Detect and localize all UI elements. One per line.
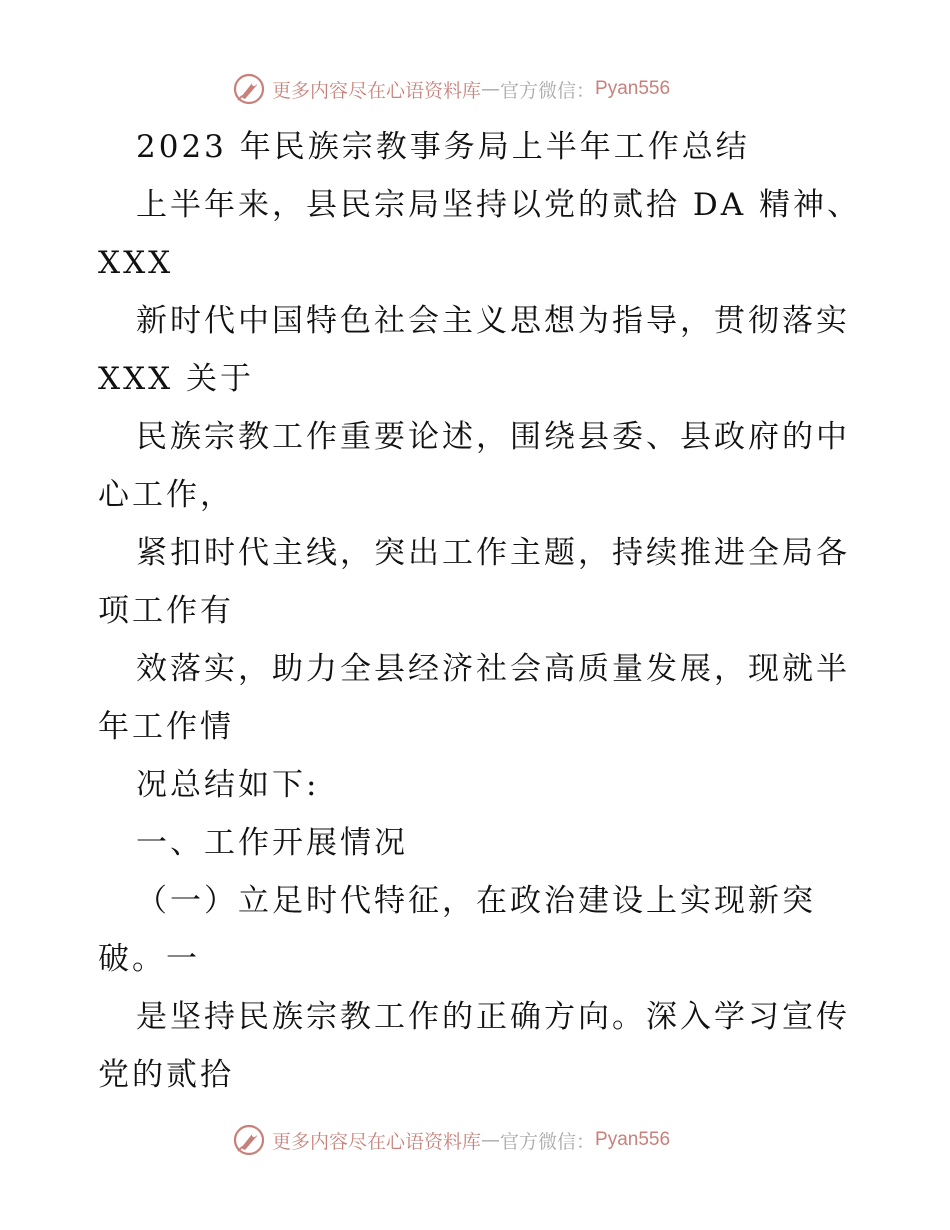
body-line: 新时代中国特色社会主义思想为指导，贯彻落实 <box>136 303 850 339</box>
body-line: XXX <box>98 245 174 281</box>
watermark-site-text: 更多内容尽在心语资料库 <box>272 79 482 102</box>
body-line: 是坚持民族宗教工作的正确方向。深入学习宣传 <box>136 999 850 1035</box>
watermark-dash: — <box>481 1129 501 1151</box>
body-line: 上半年来，县民宗局坚持以党的贰拾 DA 精神、 <box>136 187 861 223</box>
header-watermark <box>232 72 670 106</box>
watermark-official-label: 官方微信： <box>500 79 596 102</box>
pen-nib-logo-icon <box>232 72 266 106</box>
watermark-site-text: 更多内容尽在心语资料库 <box>272 1130 482 1153</box>
pen-nib-logo-icon <box>232 1123 266 1157</box>
body-line: 党的贰拾 <box>98 1057 234 1093</box>
body-line: 项工作有 <box>98 593 234 629</box>
footer-watermark <box>232 1123 670 1157</box>
body-line: XXX 关于 <box>98 361 255 397</box>
watermark-official-label: 官方微信： <box>500 1130 596 1153</box>
watermark-wechat-id: Pyan556 <box>595 1129 671 1150</box>
body-line: 紧扣时代主线，突出工作主题，持续推进全局各 <box>136 535 850 571</box>
watermark-wechat-id: Pyan556 <box>595 78 671 99</box>
watermark-dash: — <box>481 78 501 100</box>
body-line: 效落实，助力全县经济社会高质量发展，现就半 <box>136 651 850 687</box>
body-line: 民族宗教工作重要论述，围绕县委、县政府的中 <box>136 419 850 455</box>
body-line: 破。一 <box>98 941 200 977</box>
body-line: 况总结如下: <box>136 767 320 803</box>
section-heading: 一、工作开展情况 <box>136 825 408 861</box>
body-line: 心工作， <box>98 477 234 513</box>
document-title: 2023 年民族宗教事务局上半年工作总结 <box>136 129 750 165</box>
body-line: 年工作情 <box>98 709 234 745</box>
subsection-heading: （一）立足时代特征，在政治建设上实现新突 <box>136 883 816 919</box>
